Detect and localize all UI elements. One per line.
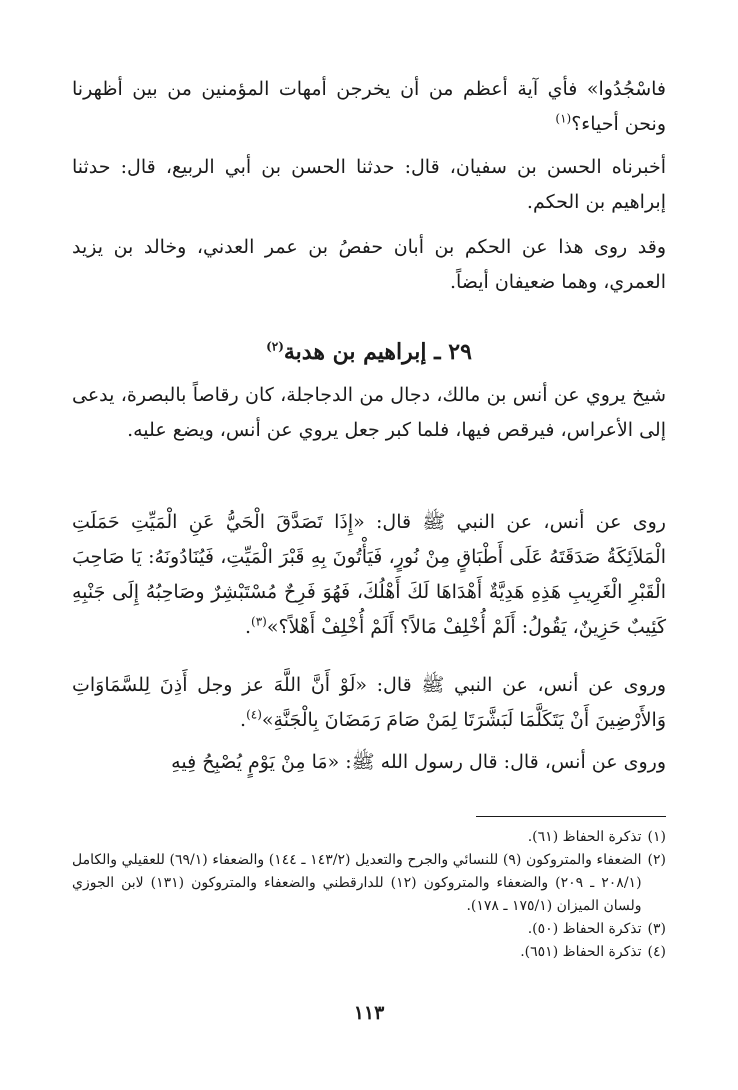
paragraph-tail: . (240, 709, 247, 731)
paragraph-biography (72, 378, 666, 448)
paragraph-hadith-day (72, 745, 666, 780)
footnotes-list (72, 826, 666, 964)
heading-text: ٢٩ ـ إبراهيم بن هدبة (283, 339, 472, 365)
footnote-number: (٢) (647, 852, 666, 868)
footnote-number: (٣) (647, 921, 666, 937)
paragraph-chain-of-narration (72, 150, 666, 220)
footnote-text: تذكرة الحفاظ (٦١). (527, 829, 642, 845)
paragraph-hadith-charity (72, 505, 666, 645)
paragraph-text: وروى عن أنس، عن النبي ﷺ قال: «لَوْ أَنَّ اللَّهَ عز وجل أَذِنَ لِلسَّمَاوَاتِ وَالأَرْضِينَ أَنْ يَتَكَلَّمَا لَبَشَّرَتَا لِمَنْ صَامَ رَمَضَانَ بِالْجَنَّةِ» (72, 674, 666, 731)
footnote-ref: (٢) (266, 339, 284, 354)
paragraph-tail: . (244, 616, 252, 638)
page-number: ١١٣ (353, 1002, 385, 1024)
footnote-item (72, 918, 666, 941)
footnote-ref: (٣) (251, 614, 267, 629)
footnote-text: تذكرة الحفاظ (٦٥١). (520, 944, 642, 960)
footnote-item (72, 849, 666, 918)
footnote-ref: (١) (555, 111, 572, 126)
footnote-item (72, 941, 666, 964)
paragraph-other-narrators (72, 230, 666, 300)
paragraph-text: وروى عن أنس، قال: قال رسول الله ﷺ: «مَا مِنْ يَوْمٍ يُصْبِحُ فِيهِ (171, 751, 666, 773)
paragraph-text: روى عن أنس، عن النبي ﷺ قال: «إِذَا تَصَدَّقَ الْحَيُّ عَنِ الْمَيِّتِ حَمَلَتِ الْمَلاَئِكَةُ صَدَقَتَهُ عَلَى أَطْبَاقٍ مِنْ نُورٍ، فَيَأْتُونَ بِهِ قَبْرَ الْمَيِّتِ، فَيُنَادُونَهُ: يَا صَاحِبَ الْقَبْرِ الْغَرِيبِ هَذِهِ هَدِيَّةٌ أَهْدَاهَا لَكَ أَهْلُكَ، فَهُوَ فَرِحٌ مُسْتَبْشِرٌ وصَاحِبُهُ إِلَى جَنْبِهِ كَئِيبٌ حَزِينٌ، يَقُولُ: أَلَمْ أُخْلِفْ مَالاً؟ أَلَمْ أُخْلِفْ أَهْلاً؟» (72, 511, 666, 638)
footnote-text: الضعفاء والمتروكون (٩) للنسائي والجرح والتعديل (١٤٣/٢ ـ ١٤٤) والضعفاء (٦٩/١) للعقيلي والكامل (٢٠٨/١ ـ ٢٠٩) والضعفاء والمتروكون (١٢) للدارقطني والضعفاء والمتروكون (١٣١) لابن الجوزي ولسان الميزان (١٧٥/١ ـ ١٧٨). (72, 852, 642, 914)
footnote-ref: (٤) (246, 707, 262, 722)
entry-heading (72, 336, 666, 368)
paragraph-text: فاسْجُدُوا» فأي آية أعظم من أن يخرجن أمهات المؤمنين من بين أظهرنا ونحن أحياء؟ (72, 78, 666, 135)
paragraph-hadith-ramadan (72, 668, 666, 738)
paragraph-text: أخبرناه الحسن بن سفيان، قال: حدثنا الحسن بن أبي الربيع، قال: حدثنا إبراهيم بن الحكم. (72, 156, 666, 213)
paragraph-continuation (72, 72, 666, 142)
footnote-item (72, 826, 666, 849)
paragraph-text: وقد روى هذا عن الحكم بن أبان حفصُ بن عمر العدني، وخالد بن يزيد العمري، وهما ضعيفان أيضاً. (72, 236, 666, 293)
paragraph-text: شيخ يروي عن أنس بن مالك، دجال من الدجاجلة، كان رقاصاً بالبصرة، يدعى إلى الأعراس، فيرقص فيها، فلما كبر جعل يروي عن أنس، ويضع عليه. (72, 384, 666, 441)
footnote-number: (٤) (647, 944, 666, 960)
footnote-number: (١) (647, 829, 666, 845)
footnote-text: تذكرة الحفاظ (٥٠). (527, 921, 642, 937)
footnote-divider (476, 816, 666, 817)
